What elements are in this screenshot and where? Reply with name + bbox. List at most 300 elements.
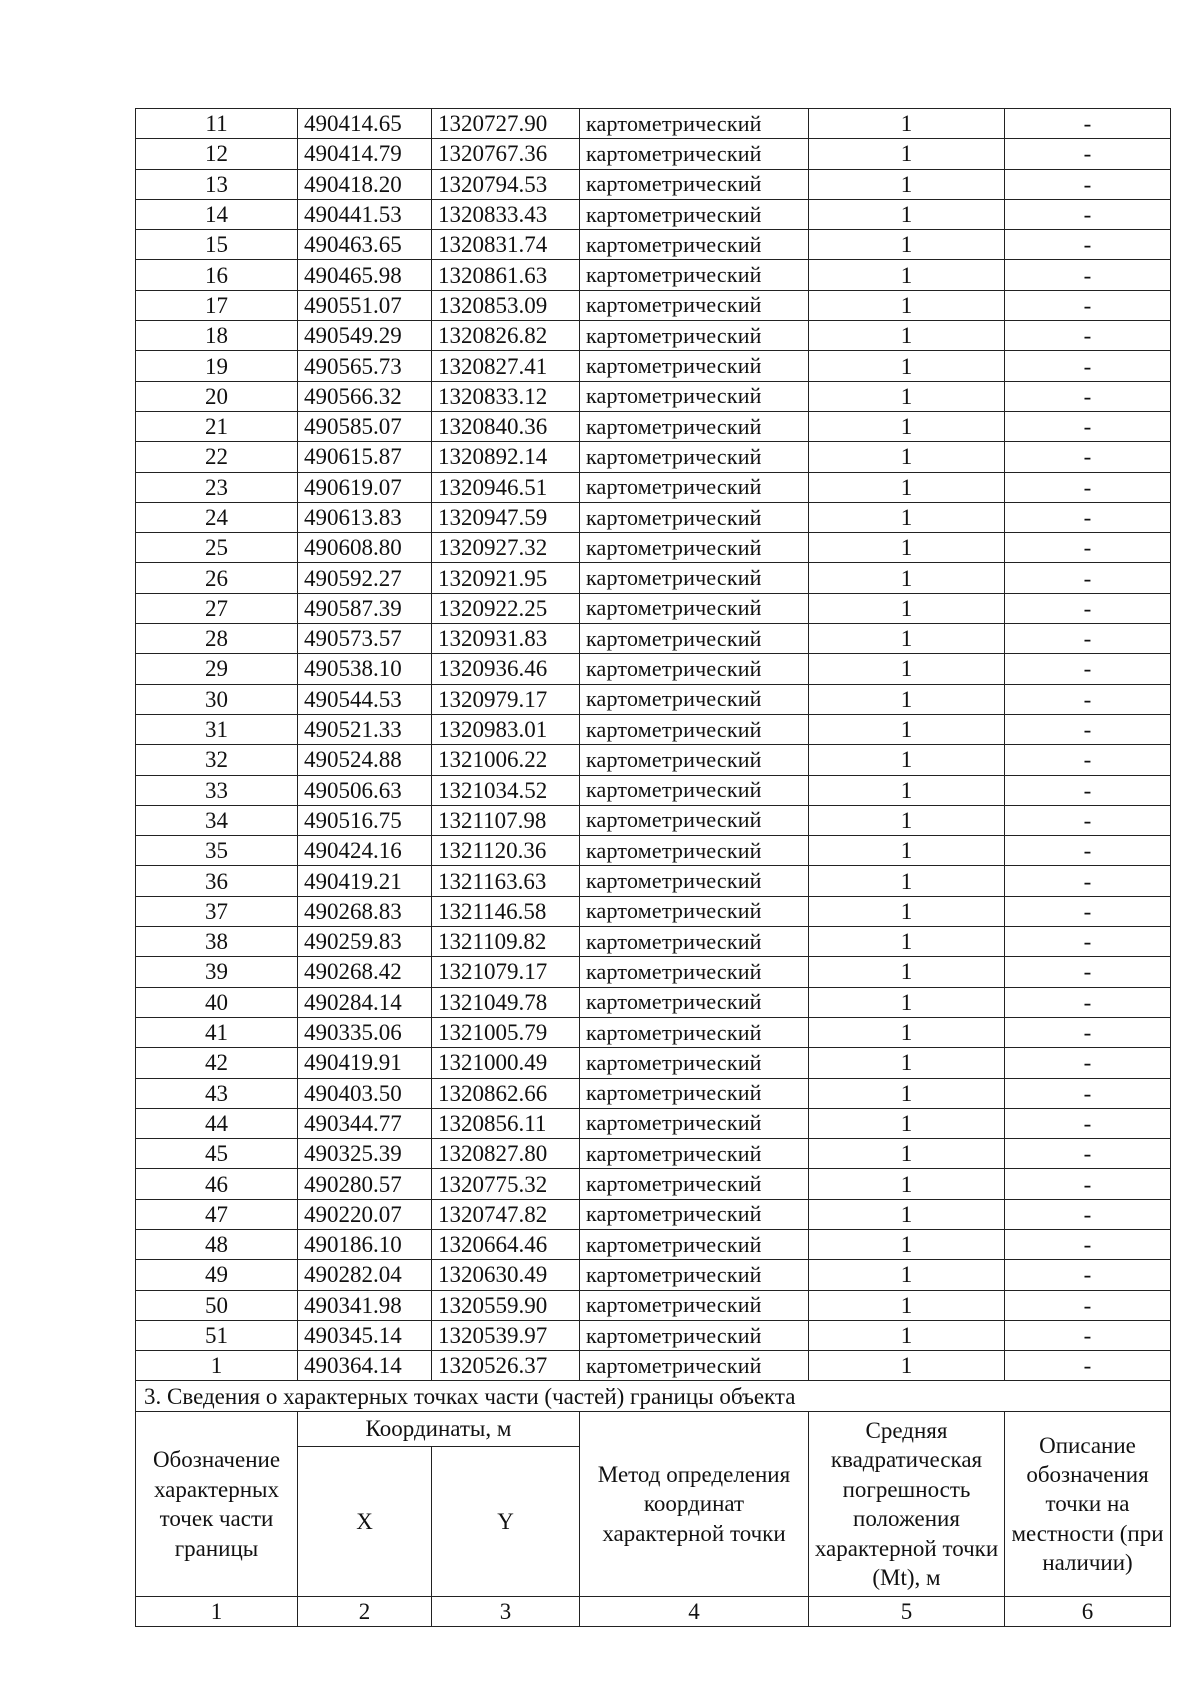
- x-coordinate-cell: 490551.07: [298, 290, 432, 320]
- y-coordinate-cell: 1320927.32: [432, 533, 580, 563]
- table-row: [136, 1229, 1171, 1259]
- x-coordinate-cell: 490544.53: [298, 684, 432, 714]
- accuracy-cell: 1: [809, 290, 1005, 320]
- description-cell: -: [1005, 472, 1171, 502]
- table-row: [136, 896, 1171, 926]
- header-description: Описание обозначения точки на местности (при наличии): [1005, 1412, 1171, 1596]
- table-row: [136, 1351, 1171, 1381]
- accuracy-cell: 1: [809, 411, 1005, 441]
- method-cell: картометрический: [580, 109, 809, 139]
- header-accuracy: Средняя квадратическая погрешность положения характерной точки (Mt), м: [809, 1412, 1005, 1596]
- point-number-cell: 41: [136, 1017, 298, 1047]
- point-number-cell: 40: [136, 987, 298, 1017]
- accuracy-cell: 1: [809, 442, 1005, 472]
- column-number: 3: [432, 1596, 580, 1626]
- method-cell: картометрический: [580, 502, 809, 532]
- point-number-cell: 19: [136, 351, 298, 381]
- point-number-cell: 32: [136, 745, 298, 775]
- y-coordinate-cell: 1320827.41: [432, 351, 580, 381]
- description-cell: -: [1005, 624, 1171, 654]
- x-coordinate-cell: 490364.14: [298, 1351, 432, 1381]
- table-row: [136, 684, 1171, 714]
- section-3-title-row: [136, 1381, 1171, 1412]
- x-coordinate-cell: 490521.33: [298, 714, 432, 744]
- table-row: [136, 230, 1171, 260]
- accuracy-cell: 1: [809, 199, 1005, 229]
- table-row: [136, 927, 1171, 957]
- description-cell: -: [1005, 593, 1171, 623]
- point-number-cell: 38: [136, 927, 298, 957]
- point-number-cell: 14: [136, 199, 298, 229]
- point-number-cell: 21: [136, 411, 298, 441]
- y-coordinate-cell: 1320921.95: [432, 563, 580, 593]
- x-coordinate-cell: 490414.65: [298, 109, 432, 139]
- x-coordinate-cell: 490592.27: [298, 563, 432, 593]
- x-coordinate-cell: 490344.77: [298, 1108, 432, 1138]
- x-coordinate-cell: 490465.98: [298, 260, 432, 290]
- description-cell: -: [1005, 290, 1171, 320]
- point-number-cell: 36: [136, 866, 298, 896]
- method-cell: картометрический: [580, 199, 809, 229]
- column-number: 1: [136, 1596, 298, 1626]
- description-cell: -: [1005, 442, 1171, 472]
- description-cell: -: [1005, 1048, 1171, 1078]
- header-coordinates: Координаты, м: [298, 1412, 580, 1446]
- y-coordinate-cell: 1321146.58: [432, 896, 580, 926]
- method-cell: картометрический: [580, 927, 809, 957]
- table-row: [136, 351, 1171, 381]
- x-coordinate-cell: 490259.83: [298, 927, 432, 957]
- description-cell: -: [1005, 230, 1171, 260]
- table-row: [136, 533, 1171, 563]
- point-number-cell: 43: [136, 1078, 298, 1108]
- point-number-cell: 35: [136, 836, 298, 866]
- y-coordinate-cell: 1320862.66: [432, 1078, 580, 1108]
- description-cell: -: [1005, 321, 1171, 351]
- description-cell: -: [1005, 533, 1171, 563]
- method-cell: картометрический: [580, 381, 809, 411]
- column-number-row: [136, 1596, 1171, 1626]
- accuracy-cell: 1: [809, 1351, 1005, 1381]
- description-cell: -: [1005, 866, 1171, 896]
- table-row: [136, 987, 1171, 1017]
- point-number-cell: 29: [136, 654, 298, 684]
- header-row: [136, 1412, 1171, 1446]
- x-coordinate-cell: 490419.91: [298, 1048, 432, 1078]
- y-coordinate-cell: 1320539.97: [432, 1320, 580, 1350]
- method-cell: картометрический: [580, 1290, 809, 1320]
- point-number-cell: 26: [136, 563, 298, 593]
- description-cell: -: [1005, 1199, 1171, 1229]
- y-coordinate-cell: 1320853.09: [432, 290, 580, 320]
- point-number-cell: 34: [136, 805, 298, 835]
- description-cell: -: [1005, 1320, 1171, 1350]
- accuracy-cell: 1: [809, 624, 1005, 654]
- method-cell: картометрический: [580, 775, 809, 805]
- accuracy-cell: 1: [809, 1139, 1005, 1169]
- point-number-cell: 24: [136, 502, 298, 532]
- x-coordinate-cell: 490549.29: [298, 321, 432, 351]
- y-coordinate-cell: 1320931.83: [432, 624, 580, 654]
- accuracy-cell: 1: [809, 321, 1005, 351]
- table-row: [136, 290, 1171, 320]
- description-cell: -: [1005, 1078, 1171, 1108]
- y-coordinate-cell: 1320747.82: [432, 1199, 580, 1229]
- accuracy-cell: 1: [809, 684, 1005, 714]
- accuracy-cell: 1: [809, 1229, 1005, 1259]
- point-number-cell: 13: [136, 169, 298, 199]
- description-cell: -: [1005, 563, 1171, 593]
- header-point-label: Обозначение характерных точек части границы: [136, 1412, 298, 1596]
- table-row: [136, 1139, 1171, 1169]
- y-coordinate-cell: 1320922.25: [432, 593, 580, 623]
- method-cell: картометрический: [580, 1199, 809, 1229]
- y-coordinate-cell: 1320833.12: [432, 381, 580, 411]
- x-coordinate-cell: 490619.07: [298, 472, 432, 502]
- section-3: [136, 1381, 1171, 1626]
- y-coordinate-cell: 1320840.36: [432, 411, 580, 441]
- table-row: [136, 321, 1171, 351]
- column-number: 4: [580, 1596, 809, 1626]
- description-cell: -: [1005, 927, 1171, 957]
- x-coordinate-cell: 490268.42: [298, 957, 432, 987]
- x-coordinate-cell: 490220.07: [298, 1199, 432, 1229]
- point-number-cell: 28: [136, 624, 298, 654]
- description-cell: -: [1005, 836, 1171, 866]
- x-coordinate-cell: 490565.73: [298, 351, 432, 381]
- accuracy-cell: 1: [809, 1048, 1005, 1078]
- x-coordinate-cell: 490284.14: [298, 987, 432, 1017]
- point-number-cell: 39: [136, 957, 298, 987]
- coordinates-table: [135, 108, 1171, 1627]
- y-coordinate-cell: 1320727.90: [432, 109, 580, 139]
- method-cell: картометрический: [580, 1320, 809, 1350]
- description-cell: -: [1005, 169, 1171, 199]
- y-coordinate-cell: 1320831.74: [432, 230, 580, 260]
- accuracy-cell: 1: [809, 563, 1005, 593]
- description-cell: -: [1005, 654, 1171, 684]
- accuracy-cell: 1: [809, 836, 1005, 866]
- method-cell: картометрический: [580, 654, 809, 684]
- table-row: [136, 139, 1171, 169]
- table-row: [136, 472, 1171, 502]
- method-cell: картометрический: [580, 1108, 809, 1138]
- method-cell: картометрический: [580, 563, 809, 593]
- method-cell: картометрический: [580, 836, 809, 866]
- description-cell: -: [1005, 109, 1171, 139]
- description-cell: -: [1005, 1139, 1171, 1169]
- table-row: [136, 1320, 1171, 1350]
- method-cell: картометрический: [580, 805, 809, 835]
- accuracy-cell: 1: [809, 1320, 1005, 1350]
- accuracy-cell: 1: [809, 896, 1005, 926]
- method-cell: картометрический: [580, 624, 809, 654]
- point-number-cell: 31: [136, 714, 298, 744]
- description-cell: -: [1005, 1017, 1171, 1047]
- x-coordinate-cell: 490587.39: [298, 593, 432, 623]
- y-coordinate-cell: 1320861.63: [432, 260, 580, 290]
- column-number: 5: [809, 1596, 1005, 1626]
- method-cell: картометрический: [580, 321, 809, 351]
- method-cell: картометрический: [580, 1139, 809, 1169]
- y-coordinate-cell: 1320979.17: [432, 684, 580, 714]
- table-row: [136, 805, 1171, 835]
- x-coordinate-cell: 490608.80: [298, 533, 432, 563]
- table-row: [136, 502, 1171, 532]
- accuracy-cell: 1: [809, 1169, 1005, 1199]
- point-number-cell: 17: [136, 290, 298, 320]
- table-row: [136, 1078, 1171, 1108]
- accuracy-cell: 1: [809, 1290, 1005, 1320]
- table-row: [136, 654, 1171, 684]
- table-row: [136, 1260, 1171, 1290]
- method-cell: картометрический: [580, 290, 809, 320]
- accuracy-cell: 1: [809, 381, 1005, 411]
- accuracy-cell: 1: [809, 260, 1005, 290]
- x-coordinate-cell: 490335.06: [298, 1017, 432, 1047]
- y-coordinate-cell: 1320664.46: [432, 1229, 580, 1259]
- accuracy-cell: 1: [809, 1017, 1005, 1047]
- x-coordinate-cell: 490186.10: [298, 1229, 432, 1259]
- table-row: [136, 745, 1171, 775]
- y-coordinate-cell: 1320946.51: [432, 472, 580, 502]
- method-cell: картометрический: [580, 1078, 809, 1108]
- table-row: [136, 775, 1171, 805]
- x-coordinate-cell: 490585.07: [298, 411, 432, 441]
- table-row: [136, 109, 1171, 139]
- y-coordinate-cell: 1320892.14: [432, 442, 580, 472]
- y-coordinate-cell: 1320947.59: [432, 502, 580, 532]
- point-number-cell: 22: [136, 442, 298, 472]
- y-coordinate-cell: 1320630.49: [432, 1260, 580, 1290]
- table-row: [136, 260, 1171, 290]
- header-method: Метод определения координат характерной точки: [580, 1412, 809, 1596]
- description-cell: -: [1005, 1351, 1171, 1381]
- table-row: [136, 411, 1171, 441]
- method-cell: картометрический: [580, 139, 809, 169]
- point-number-cell: 33: [136, 775, 298, 805]
- table-row: [136, 169, 1171, 199]
- x-coordinate-cell: 490516.75: [298, 805, 432, 835]
- accuracy-cell: 1: [809, 987, 1005, 1017]
- method-cell: картометрический: [580, 866, 809, 896]
- method-cell: картометрический: [580, 593, 809, 623]
- point-number-cell: 18: [136, 321, 298, 351]
- point-number-cell: 15: [136, 230, 298, 260]
- y-coordinate-cell: 1320856.11: [432, 1108, 580, 1138]
- description-cell: -: [1005, 139, 1171, 169]
- description-cell: -: [1005, 199, 1171, 229]
- point-number-cell: 12: [136, 139, 298, 169]
- table-row: [136, 624, 1171, 654]
- y-coordinate-cell: 1320827.80: [432, 1139, 580, 1169]
- x-coordinate-cell: 490268.83: [298, 896, 432, 926]
- x-coordinate-cell: 490538.10: [298, 654, 432, 684]
- table-row: [136, 1017, 1171, 1047]
- point-number-cell: 50: [136, 1290, 298, 1320]
- description-cell: -: [1005, 502, 1171, 532]
- point-number-cell: 45: [136, 1139, 298, 1169]
- method-cell: картометрический: [580, 987, 809, 1017]
- accuracy-cell: 1: [809, 957, 1005, 987]
- point-number-cell: 48: [136, 1229, 298, 1259]
- x-coordinate-cell: 490615.87: [298, 442, 432, 472]
- column-number: 2: [298, 1596, 432, 1626]
- accuracy-cell: 1: [809, 230, 1005, 260]
- method-cell: картометрический: [580, 1229, 809, 1259]
- x-coordinate-cell: 490418.20: [298, 169, 432, 199]
- description-cell: -: [1005, 351, 1171, 381]
- point-number-cell: 42: [136, 1048, 298, 1078]
- y-coordinate-cell: 1321120.36: [432, 836, 580, 866]
- accuracy-cell: 1: [809, 1108, 1005, 1138]
- accuracy-cell: 1: [809, 745, 1005, 775]
- accuracy-cell: 1: [809, 866, 1005, 896]
- method-cell: картометрический: [580, 230, 809, 260]
- table-row: [136, 563, 1171, 593]
- accuracy-cell: 1: [809, 714, 1005, 744]
- y-coordinate-cell: 1321109.82: [432, 927, 580, 957]
- x-coordinate-cell: 490441.53: [298, 199, 432, 229]
- method-cell: картометрический: [580, 714, 809, 744]
- description-cell: -: [1005, 1290, 1171, 1320]
- point-number-cell: 51: [136, 1320, 298, 1350]
- x-coordinate-cell: 490566.32: [298, 381, 432, 411]
- y-coordinate-cell: 1321163.63: [432, 866, 580, 896]
- point-number-cell: 49: [136, 1260, 298, 1290]
- section-3-title: 3. Сведения о характерных точках части (частей) границы объекта: [136, 1381, 1171, 1412]
- point-number-cell: 46: [136, 1169, 298, 1199]
- method-cell: картометрический: [580, 684, 809, 714]
- method-cell: картометрический: [580, 533, 809, 563]
- method-cell: картометрический: [580, 169, 809, 199]
- accuracy-cell: 1: [809, 1078, 1005, 1108]
- accuracy-cell: 1: [809, 502, 1005, 532]
- table-row: [136, 866, 1171, 896]
- description-cell: -: [1005, 260, 1171, 290]
- point-rows: [136, 109, 1171, 1381]
- description-cell: -: [1005, 1229, 1171, 1259]
- description-cell: -: [1005, 1108, 1171, 1138]
- point-number-cell: 47: [136, 1199, 298, 1229]
- description-cell: -: [1005, 957, 1171, 987]
- method-cell: картометрический: [580, 411, 809, 441]
- method-cell: картометрический: [580, 745, 809, 775]
- table-row: [136, 593, 1171, 623]
- method-cell: картометрический: [580, 1017, 809, 1047]
- accuracy-cell: 1: [809, 169, 1005, 199]
- method-cell: картометрический: [580, 1169, 809, 1199]
- x-coordinate-cell: 490424.16: [298, 836, 432, 866]
- accuracy-cell: 1: [809, 775, 1005, 805]
- method-cell: картометрический: [580, 1260, 809, 1290]
- description-cell: -: [1005, 1260, 1171, 1290]
- table-row: [136, 381, 1171, 411]
- accuracy-cell: 1: [809, 533, 1005, 563]
- y-coordinate-cell: 1320526.37: [432, 1351, 580, 1381]
- header-y: Y: [432, 1446, 580, 1596]
- x-coordinate-cell: 490573.57: [298, 624, 432, 654]
- x-coordinate-cell: 490463.65: [298, 230, 432, 260]
- description-cell: -: [1005, 805, 1171, 835]
- method-cell: картометрический: [580, 260, 809, 290]
- table-row: [136, 714, 1171, 744]
- x-coordinate-cell: 490282.04: [298, 1260, 432, 1290]
- accuracy-cell: 1: [809, 109, 1005, 139]
- method-cell: картометрический: [580, 472, 809, 502]
- y-coordinate-cell: 1320559.90: [432, 1290, 580, 1320]
- x-coordinate-cell: 490345.14: [298, 1320, 432, 1350]
- y-coordinate-cell: 1320767.36: [432, 139, 580, 169]
- table-row: [136, 1048, 1171, 1078]
- point-number-cell: 20: [136, 381, 298, 411]
- point-number-cell: 30: [136, 684, 298, 714]
- point-number-cell: 37: [136, 896, 298, 926]
- accuracy-cell: 1: [809, 654, 1005, 684]
- accuracy-cell: 1: [809, 1260, 1005, 1290]
- table-row: [136, 1290, 1171, 1320]
- y-coordinate-cell: 1321005.79: [432, 1017, 580, 1047]
- method-cell: картометрический: [580, 442, 809, 472]
- description-cell: -: [1005, 411, 1171, 441]
- description-cell: -: [1005, 745, 1171, 775]
- accuracy-cell: 1: [809, 1199, 1005, 1229]
- point-number-cell: 44: [136, 1108, 298, 1138]
- accuracy-cell: 1: [809, 593, 1005, 623]
- y-coordinate-cell: 1321049.78: [432, 987, 580, 1017]
- method-cell: картометрический: [580, 1351, 809, 1381]
- y-coordinate-cell: 1320936.46: [432, 654, 580, 684]
- x-coordinate-cell: 490280.57: [298, 1169, 432, 1199]
- y-coordinate-cell: 1320983.01: [432, 714, 580, 744]
- x-coordinate-cell: 490506.63: [298, 775, 432, 805]
- column-number: 6: [1005, 1596, 1171, 1626]
- table-row: [136, 442, 1171, 472]
- accuracy-cell: 1: [809, 472, 1005, 502]
- point-number-cell: 16: [136, 260, 298, 290]
- accuracy-cell: 1: [809, 139, 1005, 169]
- x-coordinate-cell: 490419.21: [298, 866, 432, 896]
- x-coordinate-cell: 490325.39: [298, 1139, 432, 1169]
- x-coordinate-cell: 490613.83: [298, 502, 432, 532]
- x-coordinate-cell: 490403.50: [298, 1078, 432, 1108]
- point-number-cell: 1: [136, 1351, 298, 1381]
- description-cell: -: [1005, 1169, 1171, 1199]
- table-row: [136, 199, 1171, 229]
- point-number-cell: 23: [136, 472, 298, 502]
- y-coordinate-cell: 1321079.17: [432, 957, 580, 987]
- y-coordinate-cell: 1321034.52: [432, 775, 580, 805]
- y-coordinate-cell: 1321107.98: [432, 805, 580, 835]
- y-coordinate-cell: 1320794.53: [432, 169, 580, 199]
- description-cell: -: [1005, 775, 1171, 805]
- description-cell: -: [1005, 714, 1171, 744]
- accuracy-cell: 1: [809, 805, 1005, 835]
- x-coordinate-cell: 490341.98: [298, 1290, 432, 1320]
- table-row: [136, 836, 1171, 866]
- description-cell: -: [1005, 381, 1171, 411]
- point-number-cell: 11: [136, 109, 298, 139]
- accuracy-cell: 1: [809, 927, 1005, 957]
- accuracy-cell: 1: [809, 351, 1005, 381]
- y-coordinate-cell: 1320833.43: [432, 199, 580, 229]
- table-row: [136, 1108, 1171, 1138]
- point-number-cell: 27: [136, 593, 298, 623]
- table-row: [136, 957, 1171, 987]
- x-coordinate-cell: 490524.88: [298, 745, 432, 775]
- y-coordinate-cell: 1321000.49: [432, 1048, 580, 1078]
- method-cell: картометрический: [580, 351, 809, 381]
